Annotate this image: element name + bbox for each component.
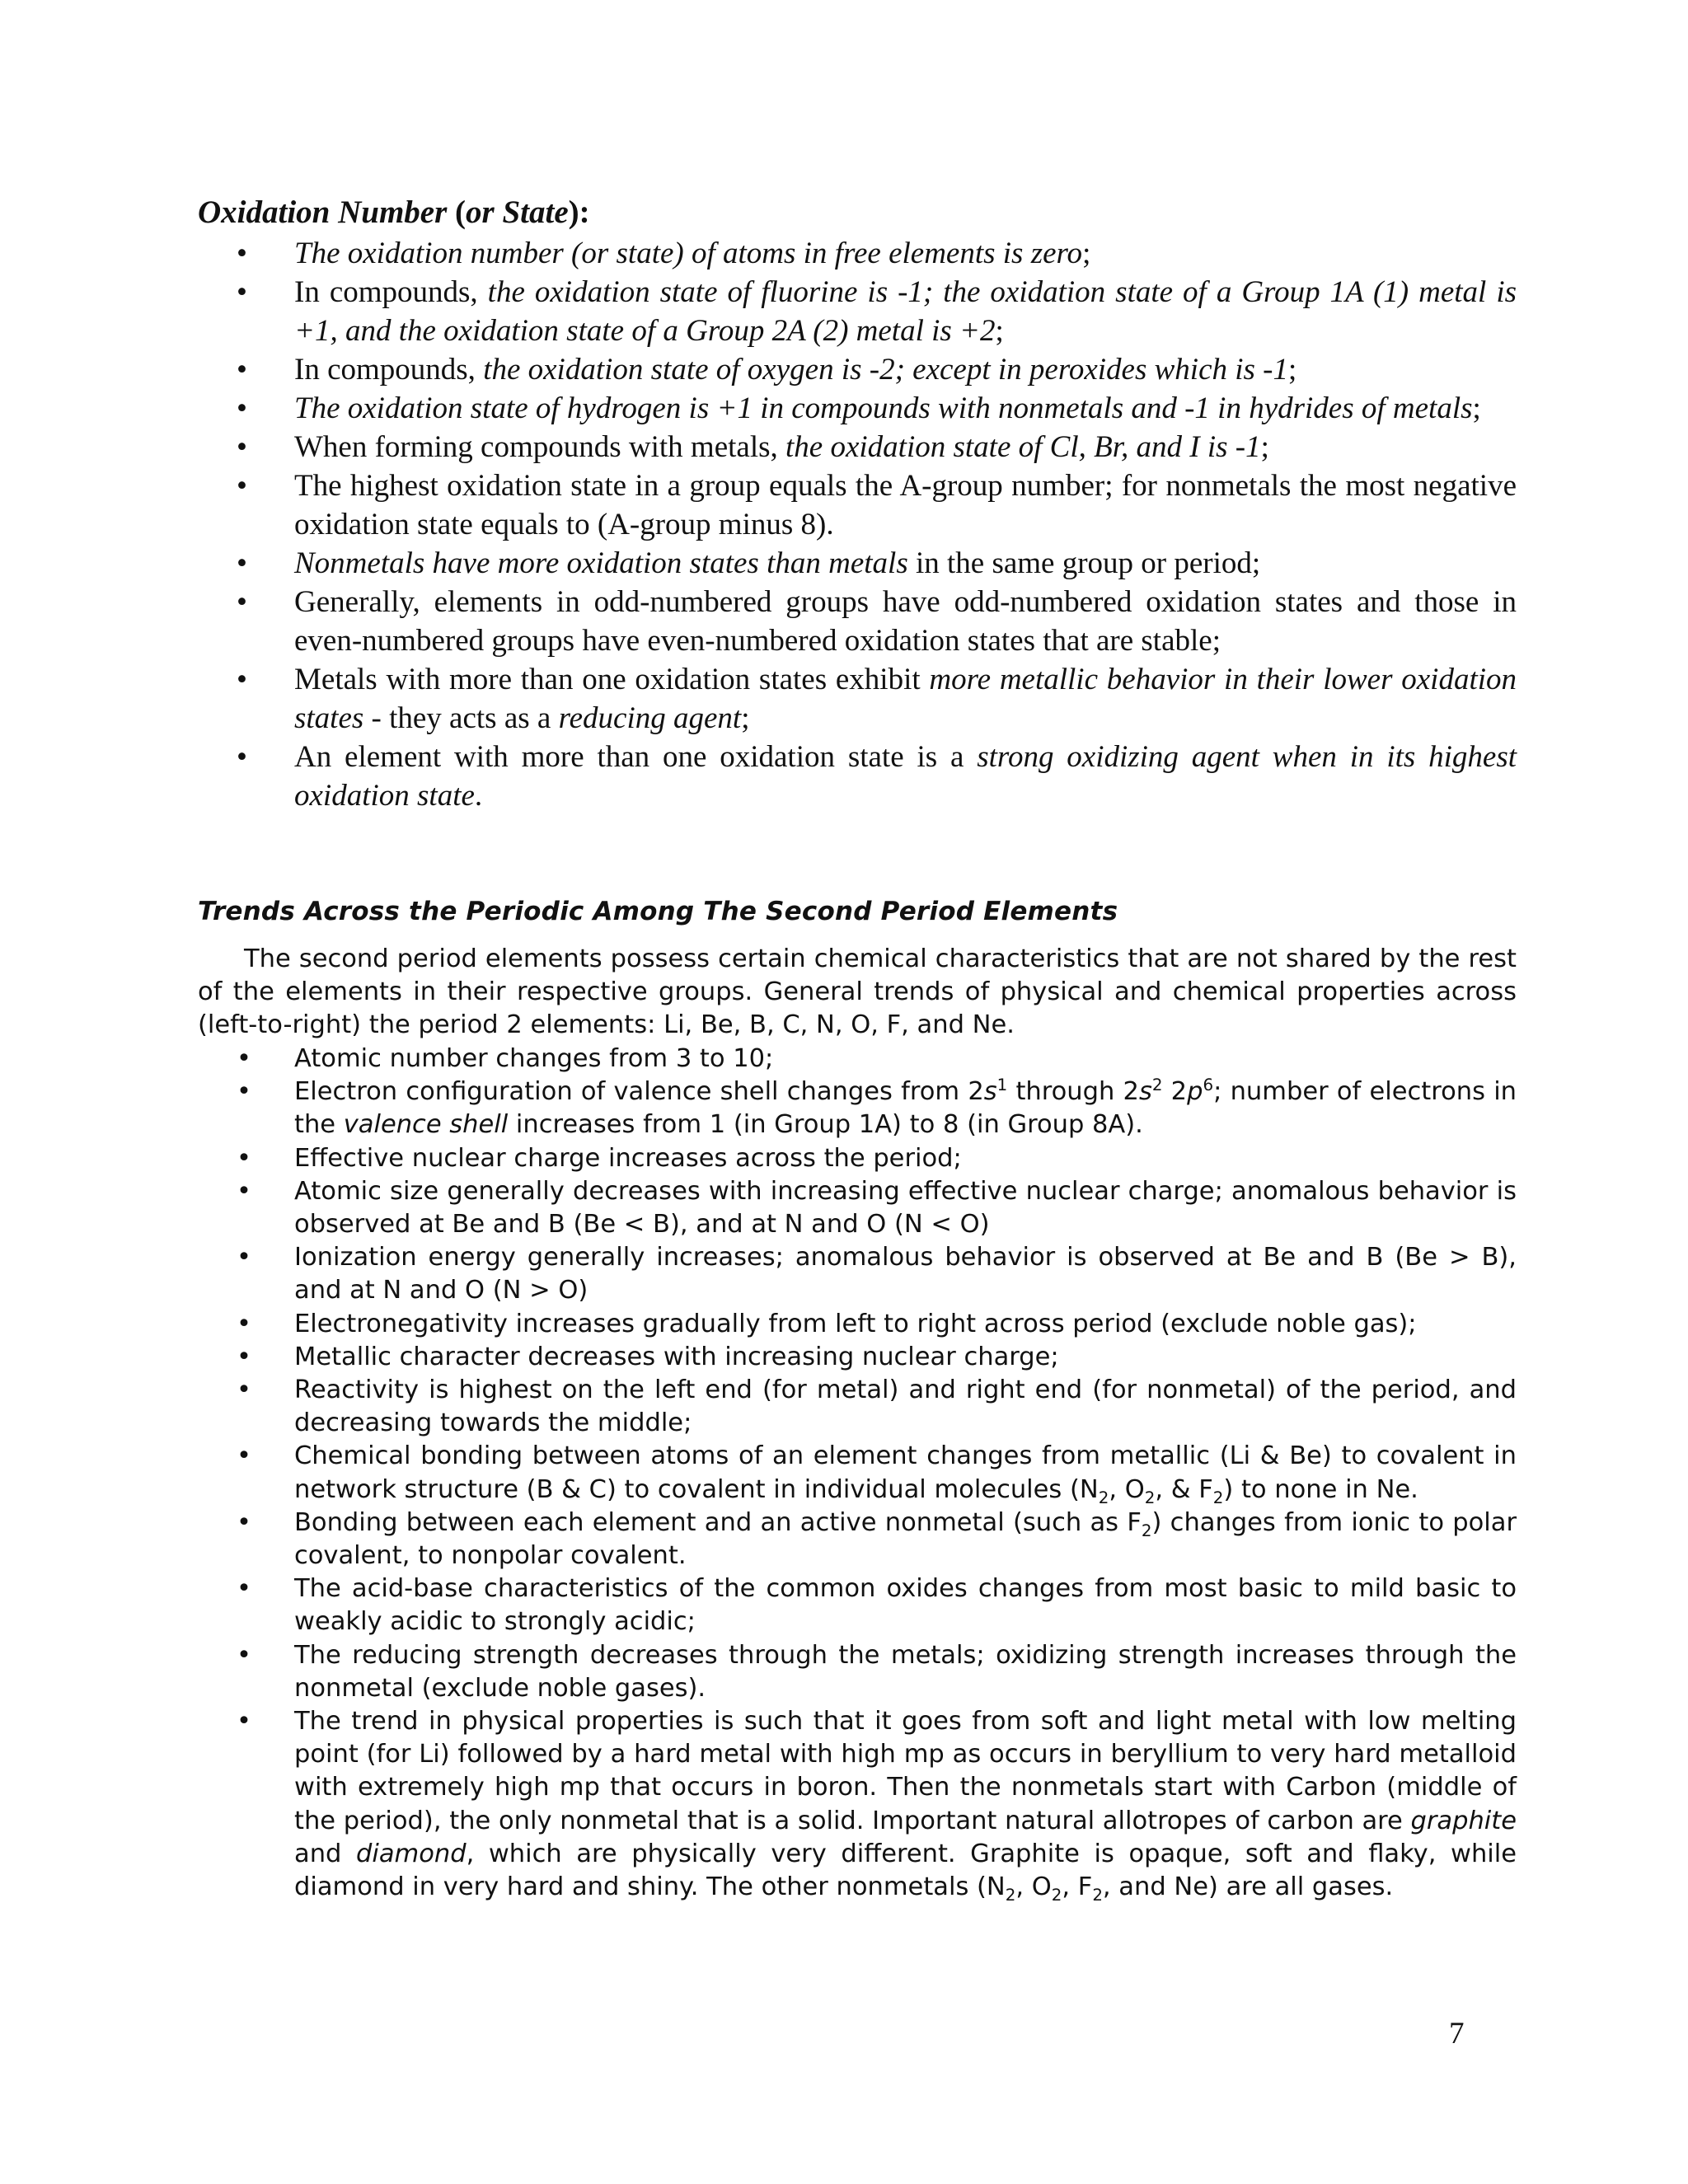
superscript: 1 [996,1076,1008,1095]
text-run: , O [1109,1474,1145,1504]
text-run: . [474,779,483,813]
text-run: Effective nuclear charge increases across the period; [294,1143,962,1173]
list-item [198,660,1517,738]
text-run: - they acts as a [363,701,559,735]
text-run: ; [741,701,750,735]
text-run: An element with more than one oxidation state is a [294,740,978,774]
list-item [198,234,1517,273]
text-run: graphite [1410,1806,1517,1835]
list-item [198,1142,1517,1175]
text-run: the oxidation state of fluorine is -1; the oxidation state of a Group 1A (1) metal is +1, and the oxidation state of a Group 2A (2) metal is +2 [294,275,1517,348]
text-run: Chemical bonding between atoms of an element changes from metallic (Li & Be) to covalent in network structure (B & C) to covalent in individual molecules (N [294,1441,1517,1504]
list-item [198,1374,1517,1440]
text-run: s [983,1077,997,1107]
text-run: valence shell [343,1110,509,1140]
oxidation-number-heading [198,193,590,232]
text-run: Atomic size generally decreases with increasing effective nuclear charge; anomalous behavior is observed at Be and B (Be < B), and at N and O (N < O) [294,1176,1517,1240]
heading-part: or State [466,194,569,230]
text-run: , which are physically very different. Graphite is opaque, soft and flaky, while diamond in very hard and shiny. The other nonmetals (N [294,1839,1517,1902]
text-run: Metallic character decreases with increasing nuclear charge; [294,1342,1059,1371]
subscript: 2 [1005,1886,1016,1905]
text-run: ; [995,314,1004,348]
text-run: Bonding between each element and an active nonmetal (such as F [294,1507,1142,1537]
list-item [198,1175,1517,1241]
text-run: strong oxidizing agent when in its highest oxidation state [294,740,1517,813]
text-run: The highest oxidation state in a group equals the A-group number; for nonmetals the most negative oxidation state equals to (A-group minus 8). [294,469,1517,541]
text-run: the oxidation state of oxygen is -2; except in peroxides which is -1 [483,353,1289,387]
list-item [198,1639,1517,1705]
subscript: 2 [1141,1521,1152,1540]
text-run: The acid-base characteristics of the common oxides changes from most basic to mild basic to weakly acidic to strongly acidic; [294,1574,1517,1637]
text-run: Nonmetals have more oxidation states than metals [294,546,908,580]
text-run: ) changes from ionic to polar covalent, to nonpolar covalent. [294,1507,1517,1571]
text-run: Generally, elements in odd-numbered groups have odd-numbered oxidation states and those in even-numbered groups have even-numbered oxidation states that are stable; [294,585,1517,658]
text-run: the oxidation state of Cl, Br, and I is -1 [785,430,1261,464]
text-run: , O [1015,1872,1052,1902]
text-run: s [1138,1077,1152,1107]
list-item [198,1341,1517,1374]
text-run: ; [1082,237,1091,270]
list-item [198,1308,1517,1341]
text-run: Electronegativity increases gradually from left to right across period (exclude noble gas); [294,1309,1417,1338]
text-run: Reactivity is highest on the left end (for metal) and right end (for nonmetal) of the period, and decreasing towards the middle; [294,1376,1517,1438]
period-trends-list [198,1043,1517,1904]
text-run: Atomic number changes from 3 to 10; [294,1044,774,1073]
text-run: increases from 1 (in Group 1A) to 8 (in Group 8A). [508,1110,1143,1140]
text-run: , & F [1155,1474,1213,1504]
text-run: ; [1260,430,1269,464]
text-run: The oxidation state of hydrogen is +1 in compounds with nonmetals and -1 in hydrides of metals [294,391,1473,425]
text-run: , and Ne) are all gases. [1102,1872,1394,1902]
subscript: 2 [1144,1488,1156,1507]
oxidation-rules-list [198,234,1517,815]
intro-paragraph: The second period elements possess certain chemical characteristics that are not shared by the rest of the elements in their respective groups. General trends of physical and chemical properties across (left-to-right) the period 2 elements: Li, Be, B, C, N, O, F, and Ne. [198,944,1517,1039]
list-item [198,428,1517,466]
page-number: 7 [1449,2017,1465,2050]
text-run: ; [1472,391,1481,425]
superscript: 2 [1151,1076,1163,1095]
list-item [198,389,1517,428]
text-run: The oxidation number (or state) of atoms in free elements is zero [294,237,1083,270]
list-item [198,1440,1517,1506]
list-item [198,466,1517,544]
text-run: ; [1288,353,1297,387]
subscript: 2 [1212,1488,1224,1507]
text-run: 2 [1162,1077,1188,1107]
list-item [198,1043,1517,1076]
list-item [198,273,1517,350]
text-run: p [1187,1077,1203,1107]
text-run: ) to none in Ne. [1223,1474,1418,1504]
text-run: in the same group or period; [907,546,1261,580]
text-run: diamond [355,1839,467,1868]
text-run: In compounds, [294,353,484,387]
text-run: Electron configuration of valence shell changes from 2 [294,1077,984,1107]
text-run: more metallic behavior in their lower oxidation states [294,663,1517,735]
superscript: 6 [1203,1076,1214,1095]
text-run: The reducing strength decreases through the metals; oxidizing strength increases through the nonmetal (exclude noble gases). [294,1640,1517,1703]
text-run: through 2 [1007,1077,1139,1107]
text-run: and [294,1839,356,1868]
text-run: The trend in physical properties is such that it goes from soft and light metal with low melting point (for Li) followed by a hard metal with high mp as occurs in beryllium to very hard metalloid with extremely high mp that occurs in boron. Then the nonmetals start with Carbon (middle of the period), the only nonmetal that is a solid. Important natural allotropes of carbon are [294,1707,1517,1835]
list-item [198,583,1517,660]
second-period-trends-heading: Trends Across the Periodic Among The Second Period Elements [198,897,1118,926]
text-run: When forming compounds with metals, [294,430,786,464]
heading-part: Oxidation Number [198,194,448,230]
text-run: , F [1062,1872,1093,1902]
text-run: Metals with more than one oxidation states exhibit [294,663,930,696]
list-item [198,350,1517,389]
text-run: reducing agent [558,701,742,735]
text-run: Ionization energy generally increases; anomalous behavior is observed at Be and B (Be > B), and at N and O (N > O) [294,1243,1517,1305]
text-run: ; number of electrons in the [294,1077,1517,1140]
list-item [198,1705,1517,1904]
subscript: 2 [1051,1886,1062,1905]
list-item [198,1241,1517,1307]
list-item [198,544,1517,583]
text-run: In compounds, [294,275,488,309]
subscript: 2 [1098,1488,1109,1507]
heading-part: ( [447,194,467,230]
list-item [198,1572,1517,1638]
list-item [198,1076,1517,1141]
subscript: 2 [1092,1886,1103,1905]
heading-part: ): [568,194,590,230]
list-item [198,1507,1517,1572]
list-item [198,738,1517,815]
